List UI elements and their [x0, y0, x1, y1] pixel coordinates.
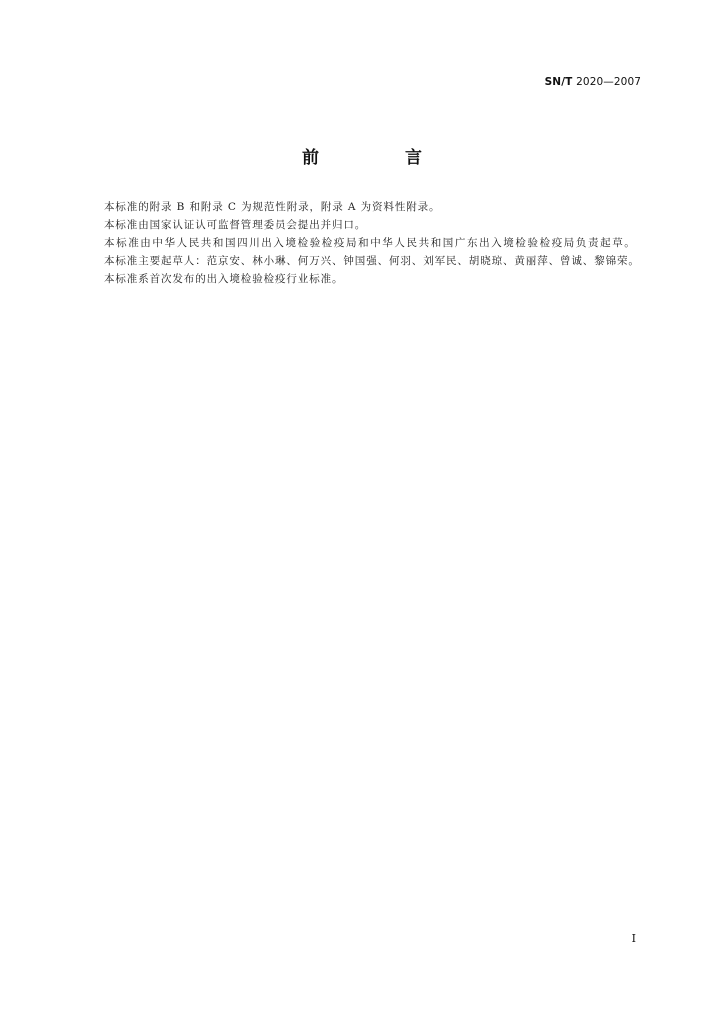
foreword-body	[83, 198, 643, 288]
page-number: I	[631, 932, 636, 945]
standard-number: 2020—2007	[576, 76, 641, 88]
standard-prefix: SN/T	[544, 76, 573, 88]
paragraph-proposer: 本标准由国家认证认可监督管理委员会提出并归口。	[104, 219, 367, 231]
paragraph-drafting-units: 本标准由中华人民共和国四川出入境检验检疫局和中华人民共和国广东出入境检验检疫局负责起草。	[104, 237, 637, 249]
paragraph-annexes: 本标准的附录 B 和附录 C 为规范性附录，附录 A 为资料性附录。	[104, 201, 441, 213]
paragraph-first-release: 本标准系首次发布的出入境检验检疫行业标准。	[104, 273, 344, 285]
standard-code	[545, 76, 641, 88]
paragraph-drafters: 本标准主要起草人：范京安、林小琳、何万兴、钟国强、何羽、刘军民、胡晓琼、黄丽萍、曾诚、黎锦荣。	[104, 255, 640, 267]
page-title: 前 言	[302, 148, 462, 168]
